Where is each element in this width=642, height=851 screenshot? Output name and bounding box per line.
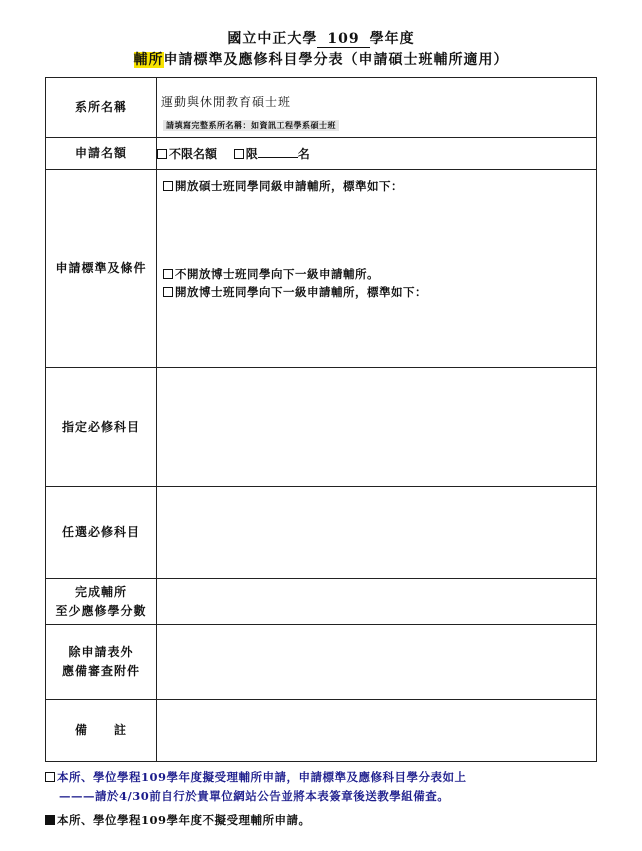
academic-year: 109 (317, 31, 369, 48)
application-form-table (45, 77, 597, 762)
dept-row (46, 78, 597, 138)
criteria-option3-checkbox[interactable] (163, 287, 173, 297)
min-credits-cell[interactable] (157, 579, 597, 625)
required-courses-cell[interactable] (157, 368, 597, 487)
min-credits-label (46, 579, 157, 625)
subtitle-rest: 申請標準及應修科目學分表（申請碩士班輔所適用） (163, 52, 509, 68)
dept-value[interactable]: 運動與休閒教育碩士班 (161, 95, 292, 109)
title-prefix: 國立中正大學 (227, 31, 318, 47)
quota-limited-checkbox[interactable] (234, 149, 244, 159)
dept-hint: 請填寫完整系所名稱：如資訊工程學系碩士班 (163, 120, 339, 131)
attachments-cell[interactable] (157, 625, 597, 700)
remarks-cell[interactable] (157, 700, 597, 762)
accept-note (45, 768, 467, 806)
min-credits-row (46, 579, 597, 625)
required-courses-label: 指定必修科目 (46, 368, 157, 487)
criteria-option2 (163, 266, 379, 282)
quota-unlimited-label: 不限名額 (169, 147, 218, 161)
reject-checkbox[interactable] (45, 815, 55, 825)
attachments-label-line2: 應備審查附件 (61, 664, 140, 678)
criteria-option1 (163, 178, 403, 194)
quota-row (46, 138, 597, 170)
accept-checkbox[interactable] (45, 772, 55, 782)
subtitle-highlight: 輔所 (133, 52, 164, 68)
min-credits-label-line1: 完成輔所 (74, 584, 127, 599)
accept-note-line1: 本所、學位學程109學年度擬受理輔所申請，申請標準及應修科目學分表如上 (57, 770, 467, 784)
reject-note-text: 本所、學位學程109學年度不擬受理輔所申請。 (57, 813, 311, 827)
quota-count-blank[interactable] (258, 147, 298, 158)
quota-cell (157, 138, 597, 170)
elective-courses-label: 任選必修科目 (46, 487, 157, 579)
criteria-option3-text: 開放博士班同學向下一級申請輔所，標準如下： (175, 285, 427, 299)
criteria-option2-text: 不開放博士班同學向下一級申請輔所。 (175, 267, 379, 281)
quota-label: 申請名額 (46, 138, 157, 170)
remarks-row (46, 700, 597, 762)
dept-label: 系所名稱 (46, 78, 157, 138)
criteria-row (46, 170, 597, 368)
criteria-option1-checkbox[interactable] (163, 181, 173, 191)
criteria-option1-text: 開放碩士班同學同級申請輔所，標準如下： (175, 179, 403, 193)
attachments-label (46, 625, 157, 700)
criteria-cell (157, 170, 597, 368)
elective-courses-row (46, 487, 597, 579)
required-courses-row (46, 368, 597, 487)
document-title (0, 28, 642, 48)
title-suffix: 學年度 (369, 31, 415, 47)
quota-limited-prefix: 限 (245, 147, 258, 161)
criteria-label: 申請標準及條件 (46, 170, 157, 368)
dept-cell (157, 78, 597, 138)
document-subtitle (0, 49, 642, 69)
attachments-label-line1: 除申請表外 (68, 645, 134, 659)
quota-limited-suffix: 名 (297, 147, 310, 161)
accept-note-line2: ———請於4/30前自行於貴單位網站公告並將本表簽章後送教學組備查。 (59, 789, 450, 803)
elective-courses-cell[interactable] (157, 487, 597, 579)
attachments-row (46, 625, 597, 700)
criteria-option2-checkbox[interactable] (163, 269, 173, 279)
remarks-label: 備 註 (46, 700, 157, 762)
quota-unlimited-checkbox[interactable] (157, 149, 167, 159)
min-credits-label-line2: 至少應修學分數 (55, 603, 147, 618)
reject-note (45, 812, 311, 828)
criteria-option3 (163, 284, 427, 300)
